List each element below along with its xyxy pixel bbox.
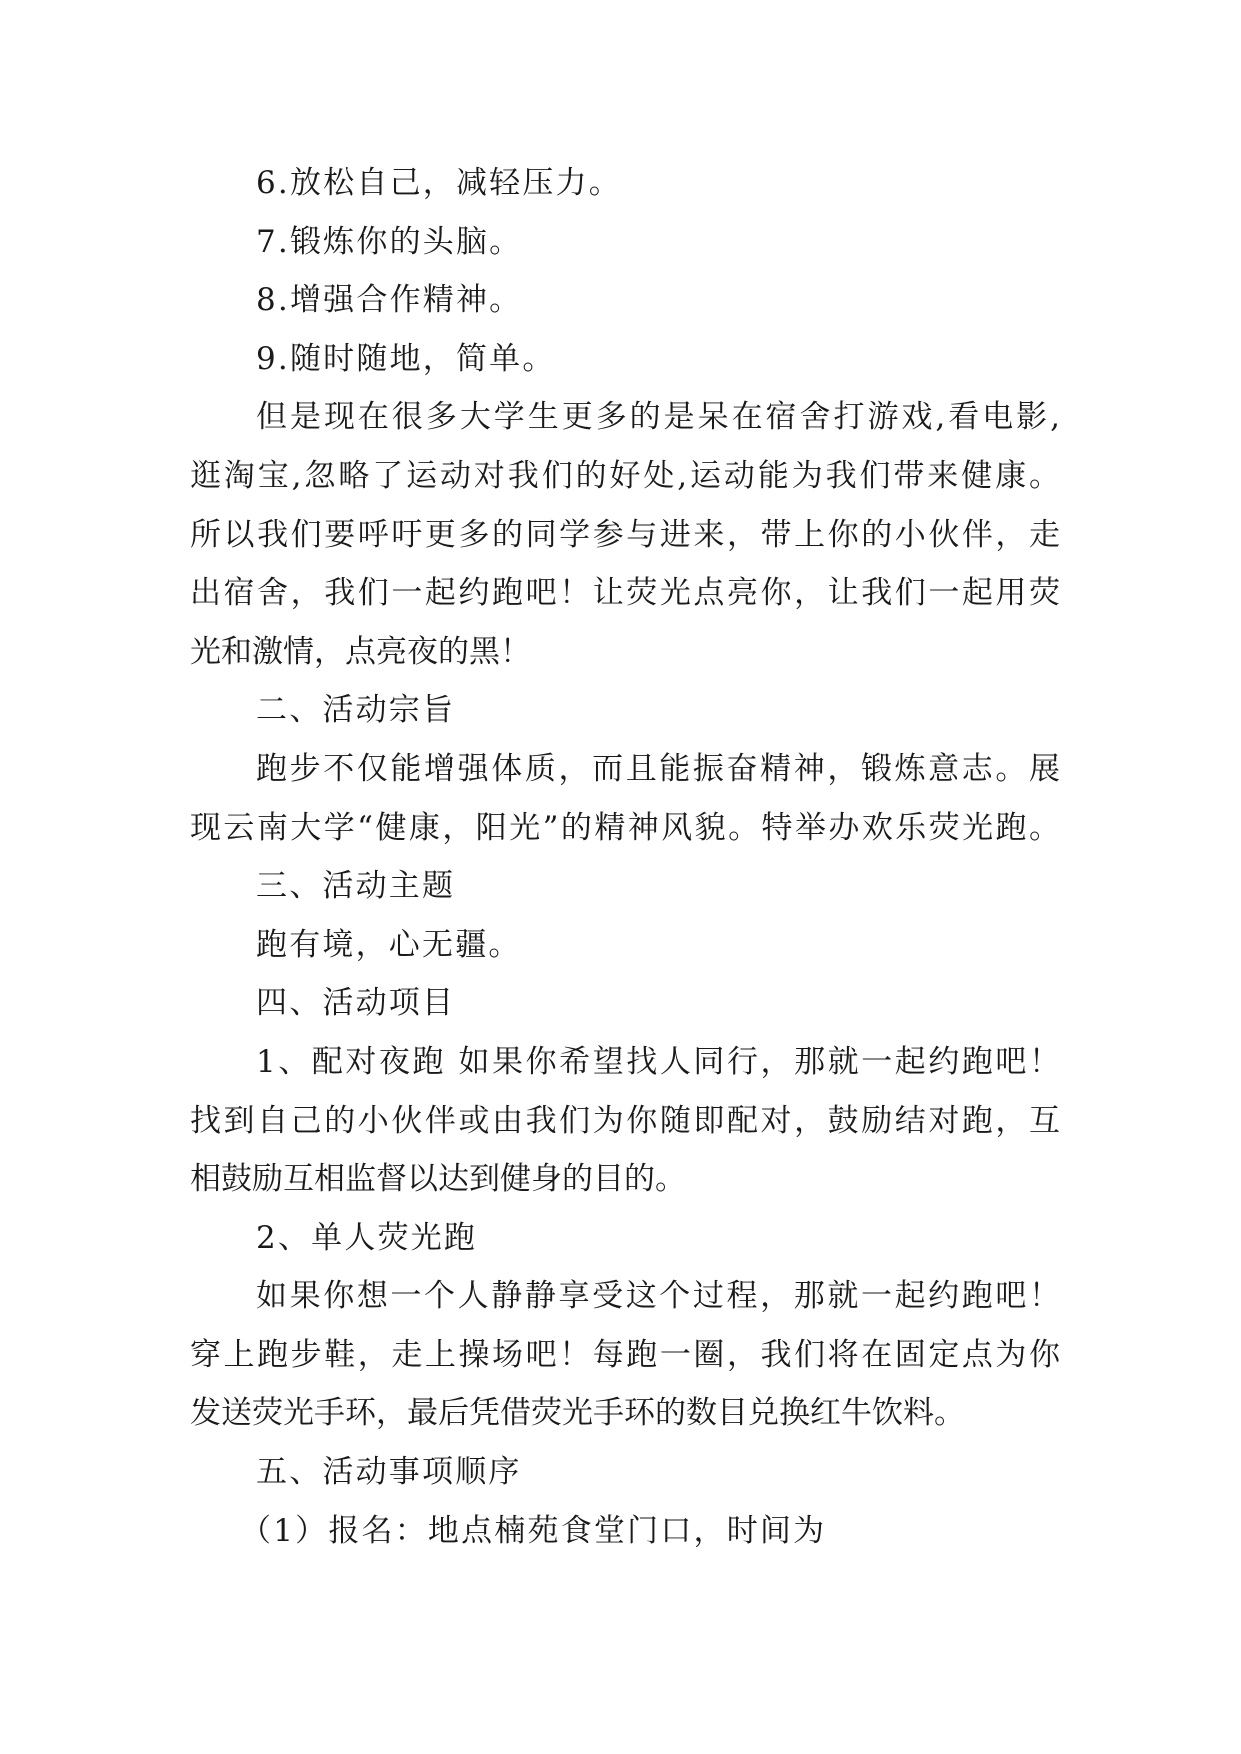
- event-item-2-line: 如果你想一个人静静享受这个过程，那就一起约跑吧！: [256, 1278, 1060, 1315]
- list-item: 9.随时随地，简单。: [256, 340, 556, 377]
- event-item-1-line: 1、配对夜跑 如果你希望找人同行，那就一起约跑吧！: [256, 1043, 1060, 1080]
- section-heading-schedule: 五、活动事项顺序: [256, 1454, 522, 1491]
- intro-paragraph-line: 所以我们要呼吁更多的同学参与进来，带上你的小伙伴，走: [190, 516, 1060, 553]
- intro-paragraph-line: 出宿舍，我们一起约跑吧！让荧光点亮你，让我们一起用荧: [190, 575, 1060, 612]
- purpose-paragraph-line: 现云南大学“健康，阳光”的精神风貌。特举办欢乐荧光跑。: [190, 809, 1060, 846]
- event-item-2-heading: 2、单人荧光跑: [256, 1219, 478, 1256]
- intro-paragraph-line: 但是现在很多大学生更多的是呆在宿舍打游戏,看电影,: [256, 399, 1060, 436]
- list-item: 7.锻炼你的头脑。: [256, 223, 523, 260]
- intro-paragraph-line: 逛淘宝,忽略了运动对我们的好处,运动能为我们带来健康。: [190, 457, 1060, 494]
- event-item-1-line: 相鼓励互相监督以达到健身的目的。: [190, 1161, 686, 1198]
- purpose-paragraph-line: 跑步不仅能增强体质，而且能振奋精神，锻炼意志。展: [256, 750, 1060, 787]
- event-item-2-line: 发送荧光手环，最后凭借荧光手环的数目兑换红牛饮料。: [190, 1395, 965, 1432]
- section-heading-events: 四、活动项目: [256, 985, 456, 1022]
- section-heading-purpose: 二、活动宗旨: [256, 692, 456, 729]
- section-heading-theme: 三、活动主题: [256, 868, 456, 905]
- document-page: [190, 154, 1060, 1560]
- event-item-2-line: 穿上跑步鞋，走上操场吧！每跑一圈，我们将在固定点为你: [190, 1336, 1060, 1373]
- theme-text: 跑有境，心无疆。: [256, 926, 522, 963]
- list-item: 6.放松自己，减轻压力。: [256, 165, 622, 201]
- intro-paragraph-line: 光和激情，点亮夜的黑！: [190, 633, 531, 670]
- event-item-1-line: 找到自己的小伙伴或由我们为你随即配对，鼓励结对跑，互: [190, 1102, 1060, 1139]
- schedule-item-1: （1）报名：地点楠苑食堂门口，时间为: [240, 1512, 827, 1549]
- list-item: 8.增强合作精神。: [256, 282, 523, 319]
